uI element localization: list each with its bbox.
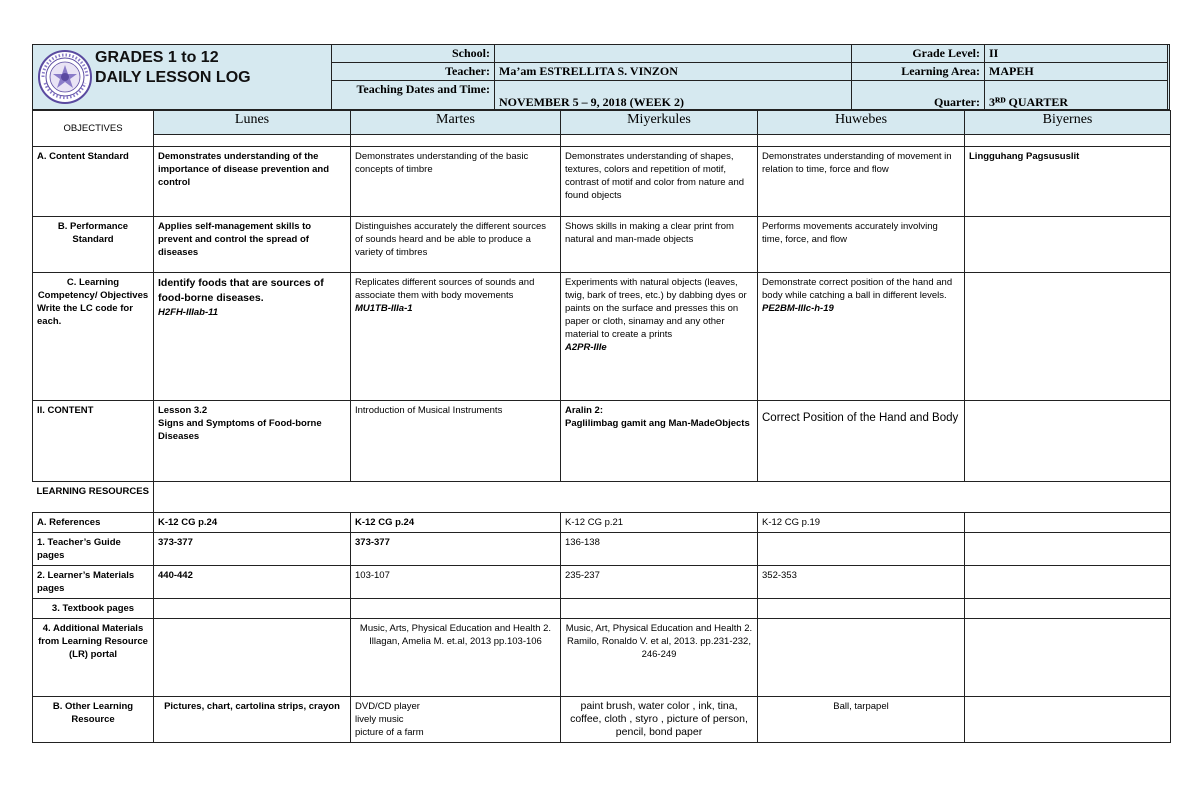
row-label: A. References xyxy=(33,513,154,533)
quarter-label: Quarter: xyxy=(851,80,985,111)
table-cell: Music, Art, Physical Education and Health 2. Ramilo, Ronaldo V. et al, 2013. pp.231-232, 246-249 xyxy=(561,619,758,697)
table-cell: 103-107 xyxy=(351,566,561,599)
content-line-2: Signs and Symptoms of Food-borne Diseases xyxy=(158,418,322,442)
table-cell xyxy=(965,619,1171,697)
row-label: II. CONTENT xyxy=(33,401,154,482)
table-cell: Music, Arts, Physical Education and Health 2. Illagan, Amelia M. et.al, 2013 pp.103-106 xyxy=(351,619,561,697)
content-line-1: Correct Position of the Hand and Body xyxy=(762,412,959,424)
title-line-1: GRADES 1 to 12 xyxy=(95,49,219,66)
table-cell: Applies self-management skills to prevent and control the spread of diseases xyxy=(154,217,351,273)
table-cell: Pictures, chart, cartolina strips, crayon xyxy=(154,697,351,743)
table-cell: K-12 CG p.21 xyxy=(561,513,758,533)
table-cell: Demonstrates understanding of shapes, textures, colors and repetition of motif, contrast of motif and color from nature and found objects xyxy=(561,147,758,217)
row-label: 1. Teacher’s Guide pages xyxy=(33,533,154,566)
teaching-dates-value: NOVEMBER 5 – 9, 2018 (WEEK 2) xyxy=(494,80,852,111)
table-cell xyxy=(965,599,1171,619)
day-tuesday: Martes xyxy=(351,111,561,135)
row-label: B. Other Learning Resource xyxy=(33,697,154,743)
additional-materials-row xyxy=(33,619,1171,697)
table-cell xyxy=(965,273,1171,401)
table-cell: K-12 CG p.24 xyxy=(154,513,351,533)
references-row xyxy=(33,513,1171,533)
table-cell: 373-377 xyxy=(351,533,561,566)
content-standard-row xyxy=(33,147,1171,217)
table-cell xyxy=(351,401,561,482)
content-line-1: Lesson 3.2 xyxy=(158,405,208,416)
day-thursday: Huwebes xyxy=(758,111,965,135)
table-cell: Ball, tarpapel xyxy=(758,697,965,743)
teacher-label: Teacher: xyxy=(331,62,495,81)
competency-note: Write the LC code for each. xyxy=(37,303,133,327)
table-cell xyxy=(758,401,965,482)
table-cell xyxy=(758,619,965,697)
content-line-2: Paglilimbag gamit ang Man-MadeObjects xyxy=(565,418,750,429)
other-resources-row xyxy=(33,697,1171,743)
learning-competency-row xyxy=(33,273,1171,401)
day-friday: Biyernes xyxy=(965,111,1171,135)
table-cell: Performs movements accurately involving time, force, and flow xyxy=(758,217,965,273)
table-cell: Lingguhang Pagsususlit xyxy=(965,147,1171,217)
lc-code: MU1TB-IIIa-1 xyxy=(355,303,413,314)
table-cell xyxy=(561,273,758,401)
days-header-row xyxy=(33,111,1171,135)
competency-text: Replicates different sources of sounds and associate them with body movements xyxy=(355,277,535,301)
table-cell: 136-138 xyxy=(561,533,758,566)
lc-code: A2PR-IIIe xyxy=(565,342,607,353)
table-cell: K-12 CG p.24 xyxy=(351,513,561,533)
day-monday: Lunes xyxy=(154,111,351,135)
header xyxy=(32,44,1170,110)
table-cell: paint brush, water color , ink, tina, coffee, cloth , styro , picture of person, pencil, bond paper xyxy=(561,697,758,743)
table-cell xyxy=(154,273,351,401)
school-value xyxy=(494,44,852,63)
content-line-1: Introduction of Musical Instruments xyxy=(355,405,503,416)
log-title xyxy=(95,48,251,88)
row-label: LEARNING RESOURCES xyxy=(33,482,154,513)
teacher-value: Ma’am ESTRELLITA S. VINZON xyxy=(494,62,852,81)
quarter-value: 3ᴿᴰ QUARTER xyxy=(984,80,1168,111)
lesson-table xyxy=(32,110,1171,743)
table-cell xyxy=(965,566,1171,599)
objectives-heading: OBJECTIVES xyxy=(33,111,154,147)
performance-standard-row xyxy=(33,217,1171,273)
lc-code: H2FH-IIIab-11 xyxy=(158,307,219,318)
table-cell: Shows skills in making a clear print from natural and man-made objects xyxy=(561,217,758,273)
deped-seal-icon xyxy=(37,49,93,105)
table-cell xyxy=(561,401,758,482)
table-cell xyxy=(758,273,965,401)
grade-level-label: Grade Level: xyxy=(851,44,985,63)
row-label: A. Content Standard xyxy=(33,147,154,217)
table-cell xyxy=(965,217,1171,273)
header-info-grid xyxy=(331,44,1171,111)
content-row xyxy=(33,401,1171,482)
table-cell xyxy=(758,533,965,566)
table-cell: DVD/CD player lively music picture of a farm xyxy=(351,697,561,743)
table-cell xyxy=(965,533,1171,566)
table-cell xyxy=(758,599,965,619)
table-cell xyxy=(965,513,1171,533)
table-cell xyxy=(351,599,561,619)
competency-text: Demonstrate correct position of the hand and body while catching a ball in different levels. xyxy=(762,277,953,301)
row-label: B. Performance Standard xyxy=(33,217,154,273)
table-cell xyxy=(351,273,561,401)
lc-code: PE2BM-IIIc-h-19 xyxy=(762,303,834,314)
learning-area-value: MAPEH xyxy=(984,62,1168,81)
row-label: 4. Additional Materials from Learning Resource (LR) portal xyxy=(33,619,154,697)
competency-label: C. Learning Competency/ Objectives xyxy=(37,277,149,301)
table-cell xyxy=(154,401,351,482)
table-cell xyxy=(154,619,351,697)
competency-text: Experiments with natural objects (leaves, twig, bark of trees, etc.) by dabbing dyes or paints on the surface and presses this on paper or cloth, sinamay and any other material to create a prints xyxy=(565,277,747,340)
teaching-dates-label: Teaching Dates and Time: xyxy=(331,80,495,111)
table-cell: Demonstrates understanding of the importance of disease prevention and control xyxy=(154,147,351,217)
textbook-row xyxy=(33,599,1171,619)
table-cell: K-12 CG p.19 xyxy=(758,513,965,533)
competency-text: Identify foods that are sources of food-borne diseases. xyxy=(158,277,324,304)
table-cell xyxy=(561,599,758,619)
daily-lesson-log xyxy=(32,44,1170,738)
table-cell: Distinguishes accurately the different sources of sounds heard and be able to produce a variety of timbres xyxy=(351,217,561,273)
table-cell xyxy=(965,697,1171,743)
learning-resources-row xyxy=(33,482,1171,513)
table-cell: Demonstrates understanding of movement in relation to time, force and flow xyxy=(758,147,965,217)
table-cell xyxy=(154,599,351,619)
spacer-row xyxy=(33,135,1171,147)
learners-materials-row xyxy=(33,566,1171,599)
table-cell xyxy=(154,482,1171,513)
learning-area-label: Learning Area: xyxy=(851,62,985,81)
table-cell: 352-353 xyxy=(758,566,965,599)
table-cell: 235-237 xyxy=(561,566,758,599)
table-cell xyxy=(965,401,1171,482)
table-cell: Demonstrates understanding of the basic concepts of timbre xyxy=(351,147,561,217)
day-wednesday: Miyerkules xyxy=(561,111,758,135)
content-line-1: Aralin 2: xyxy=(565,405,604,416)
teachers-guide-row xyxy=(33,533,1171,566)
table-cell: 440-442 xyxy=(154,566,351,599)
table-cell: 373-377 xyxy=(154,533,351,566)
row-label: 2. Learner’s Materials pages xyxy=(33,566,154,599)
school-label: School: xyxy=(331,44,495,63)
row-label xyxy=(33,273,154,401)
row-label: 3. Textbook pages xyxy=(33,599,154,619)
title-line-2: DAILY LESSON LOG xyxy=(95,69,251,86)
grade-level-value: II xyxy=(984,44,1168,63)
